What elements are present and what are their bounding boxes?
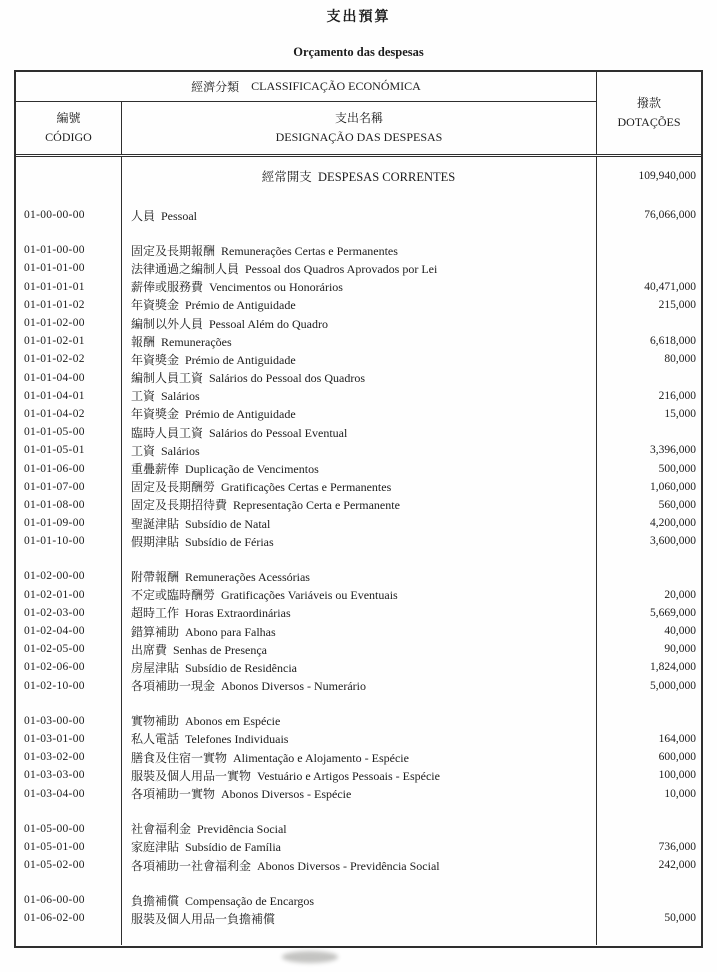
header-dotacoes — [596, 72, 701, 154]
page-subtitle: Orçamento das despesas — [293, 45, 424, 59]
row-code: 01-01-02-02 — [24, 353, 85, 366]
row-code: 01-01-07-00 — [24, 480, 85, 493]
row-code: 01-03-03-00 — [24, 769, 85, 782]
table-row — [16, 296, 701, 314]
header-classification-pt: CLASSIFICAÇÃO ECONÓMICA — [251, 79, 421, 93]
row-code: 01-01-04-02 — [24, 407, 85, 420]
row-code: 01-05-02-00 — [24, 859, 85, 872]
row-designation: 房屋津貼 Subsídio de Residência — [131, 660, 297, 675]
row-code: 01-02-04-00 — [24, 625, 85, 638]
row-code: 01-03-04-00 — [24, 787, 85, 800]
header-designacao-zh: 支出名稱 — [334, 111, 383, 126]
table-row — [16, 856, 701, 874]
table-row — [16, 586, 701, 604]
row-designation: 超時工作 Horas Extraordinárias — [131, 606, 291, 621]
row-amount: 1,060,000 — [650, 480, 696, 493]
table-body — [16, 157, 701, 945]
table-row — [16, 332, 701, 350]
row-code: 01-03-01-00 — [24, 732, 85, 745]
row-code: 01-01-01-01 — [24, 280, 85, 293]
row-designation: 固定及長期酬勞 Gratificações Certas e Permanentes — [131, 480, 392, 495]
row-code: 01-01-02-01 — [24, 335, 85, 348]
header-classification — [16, 72, 596, 102]
row-amount: 4,200,000 — [650, 517, 696, 530]
row-amount: 109,940,000 — [638, 170, 696, 182]
table-row — [16, 514, 701, 532]
row-designation: 年資獎金 Prémio de Antiguidade — [131, 298, 296, 313]
row-code: 01-01-04-00 — [24, 371, 85, 384]
row-code: 01-03-00-00 — [24, 714, 85, 727]
row-amount: 80,000 — [664, 353, 696, 366]
header-designacao — [121, 102, 596, 154]
table-row — [16, 622, 701, 640]
table-row — [16, 405, 701, 423]
table-row — [16, 478, 701, 496]
table-row — [16, 640, 701, 658]
row-code: 01-02-10-00 — [24, 679, 85, 692]
table-row — [16, 423, 701, 441]
row-code: 01-01-06-00 — [24, 462, 85, 475]
row-code: 01-03-02-00 — [24, 751, 85, 764]
row-code: 01-01-00-00 — [24, 244, 85, 257]
table-row — [16, 459, 701, 477]
row-designation: 各項補助一現金 Abonos Diversos - Numerário — [131, 679, 366, 694]
header-codigo-zh: 編號 — [56, 111, 81, 126]
scan-artifact — [282, 951, 338, 963]
row-code: 01-01-09-00 — [24, 517, 85, 530]
table-row — [16, 441, 701, 459]
table-row — [16, 820, 701, 838]
table-row — [16, 369, 701, 387]
row-designation: 臨時人員工資 Salários do Pessoal Eventual — [131, 425, 348, 440]
row-amount: 215,000 — [658, 298, 696, 311]
table-row — [16, 891, 701, 909]
table-row — [16, 730, 701, 748]
row-amount: 3,396,000 — [650, 444, 696, 457]
row-amount: 20,000 — [664, 588, 696, 601]
header-classification-zh: 經濟分類 — [191, 80, 240, 94]
table-row — [16, 496, 701, 514]
row-amount: 164,000 — [658, 732, 696, 745]
row-amount: 600,000 — [658, 751, 696, 764]
header-codigo-pt: CÓDIGO — [45, 130, 92, 144]
table-row — [16, 784, 701, 802]
page-title: 支出預算 — [326, 9, 391, 25]
row-designation: 家庭津貼 Subsídio de Família — [131, 840, 282, 855]
row-code: 01-02-05-00 — [24, 643, 85, 656]
table-row — [16, 677, 701, 695]
row-designation: 法律通過之編制人員 Pessoal dos Quadros Aprovados por Lei — [131, 261, 438, 276]
table-row — [16, 909, 701, 927]
column-divider-code — [121, 157, 122, 945]
row-amount: 736,000 — [658, 840, 696, 853]
row-code: 01-01-10-00 — [24, 535, 85, 548]
row-designation: 薪俸或服務費 Vencimentos ou Honorários — [131, 280, 343, 295]
table-row — [16, 259, 701, 277]
row-amount: 6,618,000 — [650, 335, 696, 348]
row-amount: 40,000 — [664, 625, 696, 638]
row-designation: 固定及長期招待費 Representação Certa e Permanente — [131, 498, 400, 513]
table-row — [16, 387, 701, 405]
column-divider-amount — [596, 157, 597, 945]
table-row — [16, 658, 701, 676]
row-designation: 固定及長期報酬 Remunerações Certas e Permanentes — [131, 243, 398, 258]
row-code: 01-02-06-00 — [24, 661, 85, 674]
row-designation: 年資獎金 Prémio de Antiguidade — [131, 407, 296, 422]
spacer-row — [16, 874, 701, 891]
row-code: 01-00-00-00 — [24, 209, 85, 222]
row-amount: 90,000 — [664, 643, 696, 656]
row-code: 01-01-08-00 — [24, 498, 85, 511]
row-designation: 服裝及個人用品一實物 Vestuário e Artigos Pessoais - Espécie — [131, 768, 440, 783]
spacer-row — [16, 224, 701, 241]
row-amount: 500,000 — [658, 462, 696, 475]
header-dotacoes-pt: DOTAÇÕES — [617, 115, 681, 129]
budget-table — [14, 70, 703, 948]
row-amount: 242,000 — [658, 859, 696, 872]
spacer-row — [16, 695, 701, 712]
header-dotacoes-zh: 撥款 — [636, 96, 661, 111]
row-designation: 社會福利金 Previdência Social — [131, 822, 287, 837]
row-designation: 聖誕津貼 Subsídio de Natal — [131, 516, 271, 531]
header-designacao-pt: DESIGNAÇÃO DAS DESPESAS — [275, 130, 443, 144]
row-designation: 實物補助 Abonos em Espécie — [131, 714, 281, 729]
row-designation: 工資 Salários — [131, 389, 200, 404]
row-designation: 假期津貼 Subsídio de Férias — [131, 534, 274, 549]
row-designation: 負擔補償 Compensação de Encargos — [131, 893, 315, 908]
row-code: 01-01-05-01 — [24, 444, 85, 457]
row-code: 01-01-02-00 — [24, 317, 85, 330]
row-code: 01-05-00-00 — [24, 822, 85, 835]
header-codigo — [16, 102, 121, 154]
row-designation: 錯算補助 Abono para Falhas — [131, 624, 276, 639]
row-designation: 私人電話 Telefones Individuais — [131, 732, 289, 747]
row-code: 01-02-01-00 — [24, 588, 85, 601]
row-designation: 編制人員工資 Salários do Pessoal dos Quadros — [131, 371, 365, 386]
table-row — [16, 350, 701, 368]
row-code: 01-01-05-00 — [24, 426, 85, 439]
row-designation: 報酬 Remunerações — [131, 334, 232, 349]
table-row — [16, 278, 701, 296]
row-designation: 出席費 Senhas de Presença — [131, 642, 267, 657]
row-designation: 服裝及個人用品一負擔補償 — [131, 911, 276, 926]
row-designation: 膳食及住宿一實物 Alimentação e Alojamento - Espécie — [131, 750, 409, 765]
row-designation: 工資 Salários — [131, 443, 200, 458]
row-designation: 附帶報酬 Remunerações Acessórias — [131, 569, 310, 584]
row-amount: 15,000 — [664, 407, 696, 420]
row-amount: 10,000 — [664, 787, 696, 800]
row-code: 01-06-02-00 — [24, 912, 85, 925]
spacer-row — [16, 189, 701, 206]
row-amount: 76,066,000 — [644, 209, 696, 222]
row-amount: 1,824,000 — [650, 661, 696, 674]
table-row — [16, 206, 701, 224]
row-designation: 重疊薪俸 Duplicação de Vencimentos — [131, 462, 319, 477]
row-code: 01-02-00-00 — [24, 570, 85, 583]
row-designation: 不定或臨時酬勞 Gratificações Variáveis ou Eventuais — [131, 588, 398, 603]
row-designation: 各項補助一社會福利金 Abonos Diversos - Previdência Social — [131, 858, 440, 873]
table-row — [16, 712, 701, 730]
row-designation: 經常開支 DESPESAS CORRENTES — [261, 170, 456, 184]
row-code: 01-01-04-01 — [24, 389, 85, 402]
table-header — [16, 72, 701, 157]
row-amount: 50,000 — [664, 912, 696, 925]
table-row — [16, 532, 701, 550]
row-designation: 年資獎金 Prémio de Antiguidade — [131, 352, 296, 367]
row-designation: 人員 Pessoal — [131, 208, 198, 223]
table-row — [16, 241, 701, 259]
row-code: 01-01-01-00 — [24, 262, 85, 275]
spacer-row — [16, 803, 701, 820]
table-row — [16, 748, 701, 766]
total-row — [16, 163, 701, 189]
row-designation: 各項補助一實物 Abonos Diversos - Espécie — [131, 787, 352, 802]
table-row — [16, 766, 701, 784]
row-code: 01-05-01-00 — [24, 840, 85, 853]
row-amount: 5,669,000 — [650, 606, 696, 619]
row-amount: 3,600,000 — [650, 535, 696, 548]
table-row — [16, 838, 701, 856]
table-row — [16, 604, 701, 622]
row-amount: 40,471,000 — [644, 280, 696, 293]
row-code: 01-06-00-00 — [24, 894, 85, 907]
row-amount: 216,000 — [658, 389, 696, 402]
row-amount: 560,000 — [658, 498, 696, 511]
row-amount: 100,000 — [658, 769, 696, 782]
table-row — [16, 314, 701, 332]
table-row — [16, 567, 701, 585]
row-designation: 編制以外人員 Pessoal Além do Quadro — [131, 316, 328, 331]
row-code: 01-02-03-00 — [24, 606, 85, 619]
row-code: 01-01-01-02 — [24, 298, 85, 311]
spacer-row — [16, 550, 701, 567]
row-amount: 5,000,000 — [650, 679, 696, 692]
